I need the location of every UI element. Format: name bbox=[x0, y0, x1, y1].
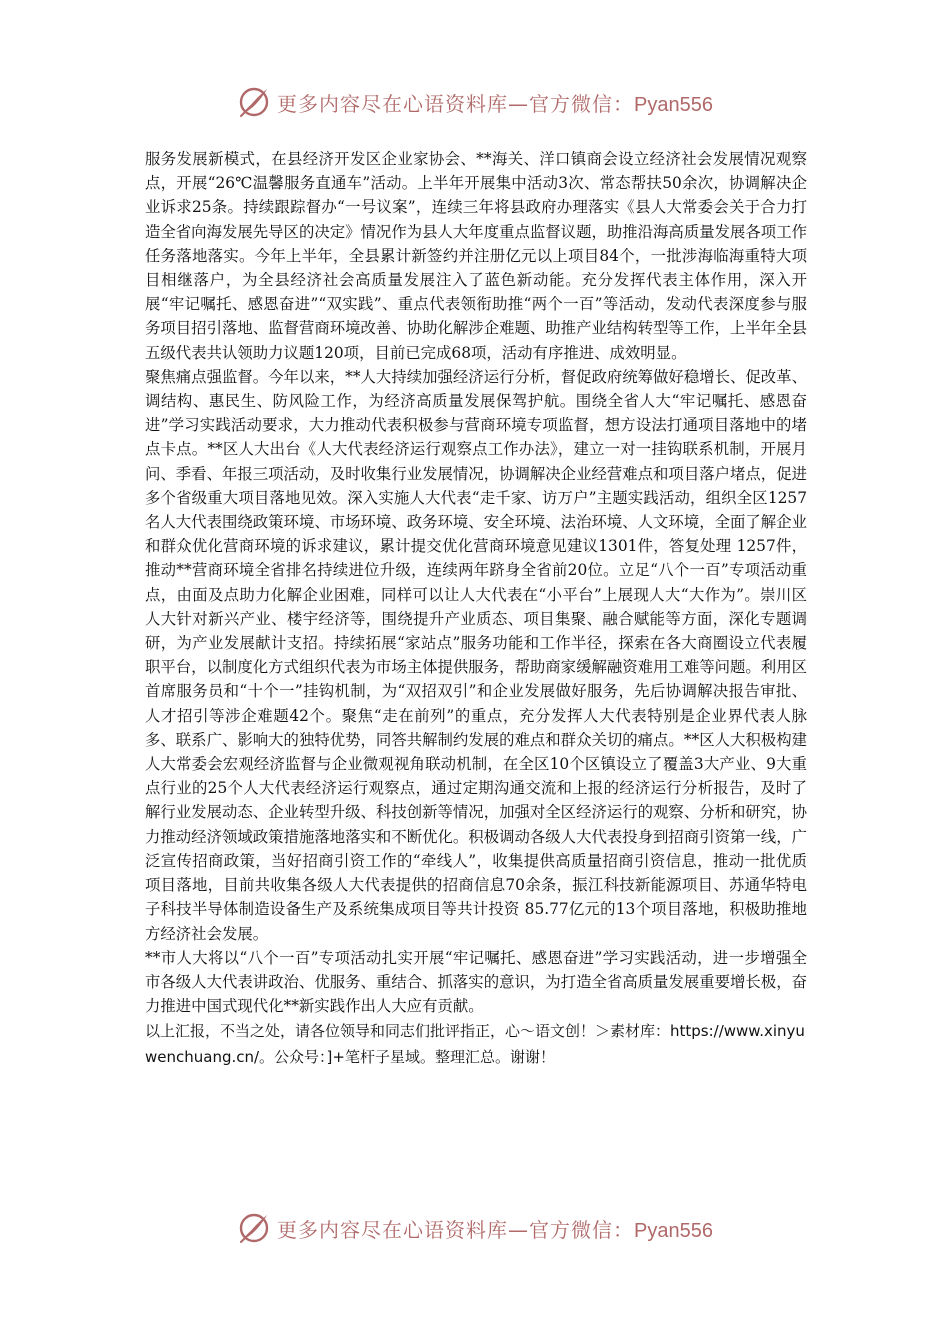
watermark-text: 更多内容尽在心语资料库—官方微信：Pyan556 bbox=[277, 1217, 713, 1242]
feather-quill-logo-icon bbox=[237, 85, 271, 119]
closing-remarks: 以上汇报，不当之处，请各位领导和同志们批评指正，心～语文创！＞素材库：https://www.xinyuwenchuang.cn/。公众号：]+笔杆子星域。整理汇总。谢谢！ bbox=[145, 1022, 805, 1067]
paragraph-city-plan: **市人大将以“八个一百”专项活动扎实开展“牢记嘱托、感恩奋进”学习实践活动，进一步增强全市各级人大代表讲政治、优服务、重结合、抓落实的意识，为打造全省高质量发展重要增长极，奋力推进中国式现代化**新实践作出人大应有贡献。 bbox=[145, 948, 807, 1016]
feather-quill-logo-icon bbox=[237, 1211, 271, 1245]
paragraph-service-model: 服务发展新模式，在县经济开发区企业家协会、**海关、洋口镇商会设立经济社会发展情况观察点，开展“26℃温馨服务直通车”活动。上半年开展集中活动3次、常态帮扶50余次，协调解决企业诉求25条。持续跟踪督办“一号议案”，连续三年将县政府办理落实《县人大常委会关于合力打造全省向海发展先导区的决定》情况作为县人大年度重点监督议题，助推沿海高质量发展各项工作任务落地落实。今年上半年，全县累计新签约并注册亿元以上项目84个，一批涉海临海重特大项目相继落户，为全县经济社会高质量发展注入了蓝色新动能。充分发挥代表主体作用，深入开展“牢记嘱托、感恩奋进”“双实践”、重点代表领衔助推“两个一百”等活动，发动代表深度参与服务项目招引落地、监督营商环境改善、协助化解涉企难题、助推产业结构转型等工作，上半年全县五级代表共认领助力议题120项，目前已完成68项，活动有序推进、成效明显。 bbox=[145, 150, 807, 362]
watermark-text: 更多内容尽在心语资料库—官方微信：Pyan556 bbox=[277, 91, 713, 116]
header-watermark bbox=[0, 82, 950, 122]
paragraph-supervision: 聚焦痛点强监督。今年以来，**人大持续加强经济运行分析，督促政府统筹做好稳增长、促改革、调结构、惠民生、防风险工作，为经济高质量发展保驾护航。围绕全省人大“牢记嘱托、感恩奋进”学习实践活动要求，大力推动代表积极参与营商环境专项监督，想方设法打通项目落地中的堵点卡点。**区人大出台《人大代表经济运行观察点工作办法》，建立一对一挂钩联系机制，开展月问、季看、年报三项活动，及时收集行业发展情况，协调解决企业经营难点和项目落户堵点，促进多个省级重大项目落地见效。深入实施人大代表“走千家、访万户”主题实践活动，组织全区1257名人大代表围绕政策环境、市场环境、政务环境、安全环境、法治环境、人文环境，全面了解企业和群众优化营商环境的诉求建议，累计提交优化营商环境意见建议1301件，答复处理 1257件，推动**营商环境全省排名持续进位升级，连续两年跻身全省前20位。立足“八个一百”专项活动重点，由面及点助力化解企业困难，同样可以让人大代表在“小平台”上展现人大“大作为”。崇川区人大针对新兴产业、楼宇经济等，围绕提升产业质态、项目集聚、融合赋能等方面，深化专题调研，为产业发展献计支招。持续拓展“家站点”服务功能和工作半径，探索在各大商圈设立代表履职平台，以制度化方式组织代表为市场主体提供服务，帮助商家缓解融资难用工难等问题。利用区首席服务员和“十个一”挂钩机制，为“双招双引”和企业发展做好服务，先后协调解决报告审批、人才招引等涉企难题42个。聚焦“走在前列”的重点，充分发挥人大代表特别是企业界代表人脉多、联系广、影响大的独特优势，同答共解制约发展的难点和群众关切的痛点。**区人大积极构建人大常委会宏观经济监督与企业微观视角联动机制，在全区10个区镇设立了覆盖3大产业、9大重点行业的25个人大代表经济运行观察点，通过定期沟通交流和上报的经济运行分析报告，及时了解行业发展动态、企业转型升级、科技创新等情况，加强对全区经济运行的观察、分析和研究，协力推动经济领域政策措施落地落实和不断优化。积极调动各级人大代表投身到招商引资第一线，广泛宣传招商政策，当好招商引资工作的“牵线人”，收集提供高质量招商引资信息，推动一批优质项目落地，目前共收集各级人大代表提供的招商信息70余条，振江科技新能源项目、苏通华特电子科技半导体制造设备生产及系统集成项目等共计投资 85.77亿元的13个项目落地，积极助推地方经济社会发展。 bbox=[145, 367, 807, 943]
document-body bbox=[145, 147, 807, 1070]
footer-watermark bbox=[0, 1208, 950, 1248]
